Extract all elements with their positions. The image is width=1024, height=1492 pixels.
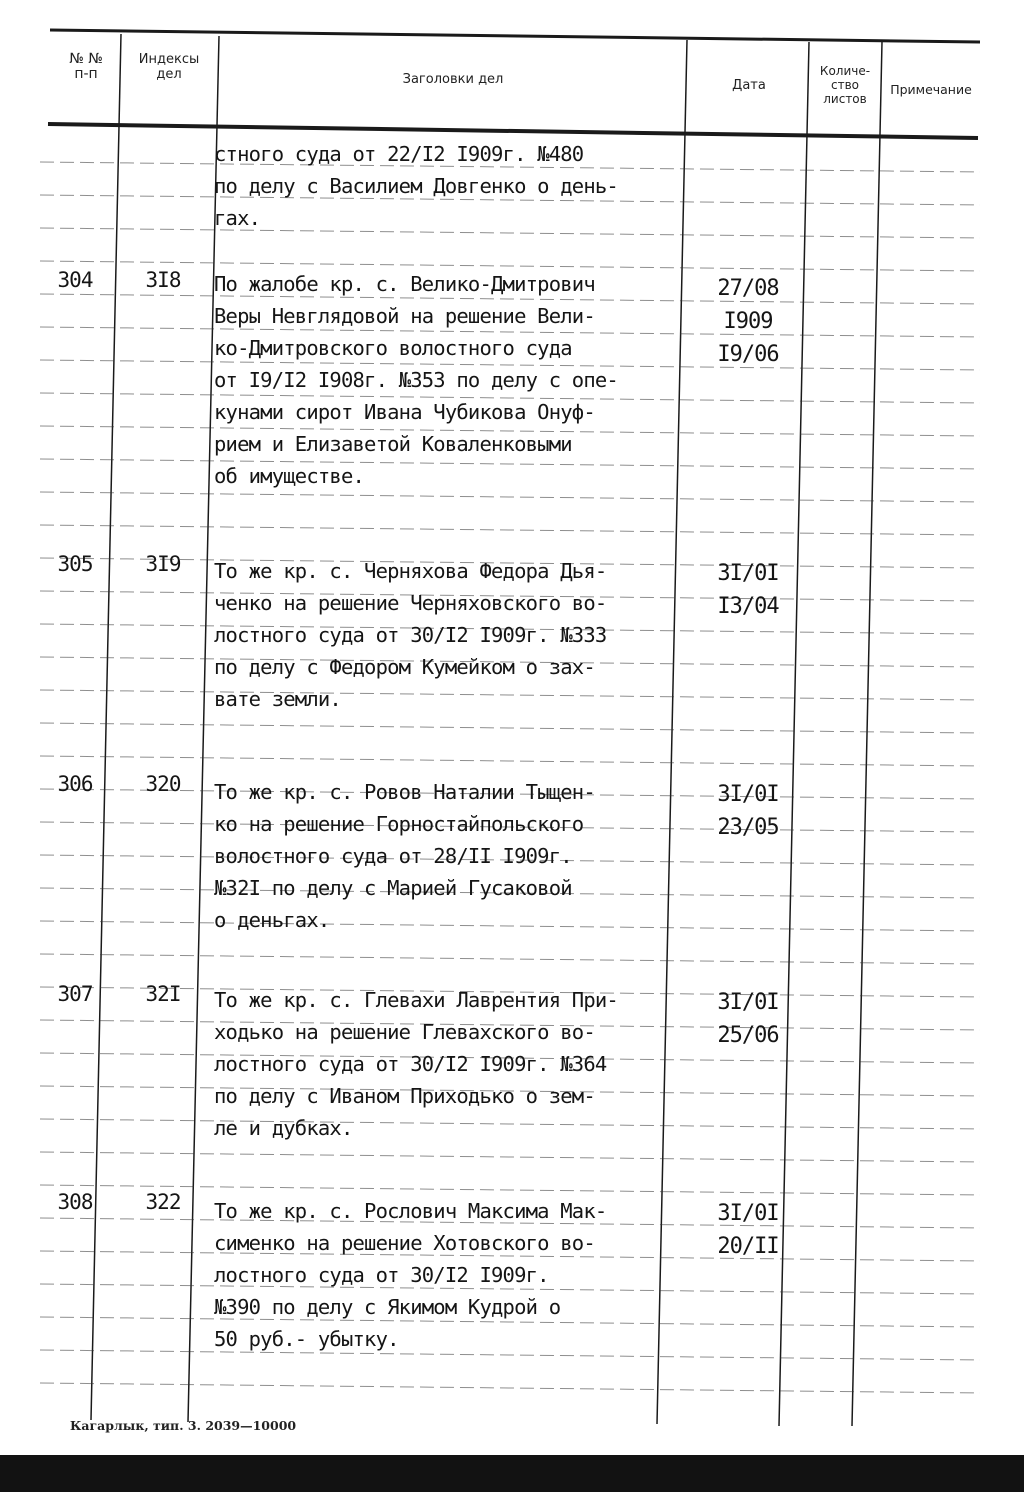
header-note: Примечание bbox=[890, 82, 972, 97]
entry-index: 3I9 bbox=[145, 552, 181, 576]
header-number: № № п-п bbox=[69, 51, 103, 82]
title-line: лостного суда от 30/I2 I909г. bbox=[214, 1263, 549, 1287]
title-line: об имуществе. bbox=[214, 464, 365, 488]
date-line: 27/08 bbox=[717, 276, 779, 301]
date-line: I3/04 bbox=[717, 594, 779, 619]
title-line: по делу с Василием Довгенко о день- bbox=[214, 174, 618, 198]
entry-index: 32I bbox=[145, 982, 181, 1006]
date-line: 3I/0I bbox=[717, 782, 779, 807]
date-line: 3I/0I bbox=[717, 990, 779, 1015]
entry-title bbox=[214, 555, 692, 715]
title-line: То же кр. с. Ровов Наталии Тыщен- bbox=[214, 780, 595, 804]
scan-dark-edge bbox=[0, 1455, 1024, 1492]
entry-index: 3I8 bbox=[145, 268, 181, 292]
entry-dates bbox=[688, 986, 808, 1052]
title-line: стного суда от 22/I2 I909г. №480 bbox=[214, 142, 584, 166]
title-line: лостного суда от 30/I2 I909г. №333 bbox=[214, 623, 607, 647]
title-line: ходько на решение Глевахского во- bbox=[214, 1020, 595, 1044]
title-line: 50 руб.- убытку. bbox=[214, 1327, 399, 1351]
entry-dates bbox=[688, 778, 808, 844]
date-line: I909 bbox=[723, 309, 773, 334]
header-title: Заголовки дел bbox=[402, 72, 504, 87]
title-line: ченко на решение Черняховского во- bbox=[214, 591, 607, 615]
title-line: ле и дубках. bbox=[214, 1116, 353, 1140]
entry-index: 320 bbox=[145, 772, 181, 796]
date-line: I9/06 bbox=[717, 342, 779, 367]
date-line: 3I/0I bbox=[717, 561, 779, 586]
title-line: по делу с Федором Кумейком о зах- bbox=[214, 655, 595, 679]
date-line: 25/06 bbox=[717, 1023, 779, 1048]
date-line: 3I/0I bbox=[717, 1201, 779, 1226]
title-line: То же кр. с. Глевахи Лаврентия При- bbox=[214, 988, 618, 1012]
title-line: по делу с Иваном Приходько о зем- bbox=[214, 1084, 595, 1108]
header-date: Дата bbox=[732, 78, 766, 93]
title-line: ко-Дмитровского волостного суда bbox=[214, 336, 572, 360]
title-line: волостного суда от 28/II I909г. bbox=[214, 844, 572, 868]
entry-dates bbox=[688, 1197, 808, 1263]
entry-dates bbox=[688, 557, 808, 623]
header-index: Индексы дел bbox=[138, 52, 200, 82]
entry-title bbox=[214, 268, 692, 492]
title-line: лостного суда от 30/I2 I909г. №364 bbox=[214, 1052, 607, 1076]
entry-index: 322 bbox=[145, 1190, 181, 1214]
title-line: По жалобе кр. с. Велико-Дмитрович bbox=[214, 272, 595, 296]
header-sheet-count: Количе- ство листов bbox=[819, 64, 871, 106]
title-line: №390 по делу с Якимом Кудрой о bbox=[214, 1295, 561, 1319]
entry-number: 308 bbox=[57, 1190, 93, 1214]
entry-dates bbox=[688, 272, 808, 371]
entry-number: 305 bbox=[57, 552, 93, 576]
date-line: 23/05 bbox=[717, 815, 779, 840]
date-line: 20/II bbox=[717, 1234, 779, 1259]
title-line: сименко на решение Хотовского во- bbox=[214, 1231, 595, 1255]
title-line: вате земли. bbox=[214, 687, 341, 711]
continuation-title bbox=[214, 138, 692, 234]
entry-number: 307 bbox=[57, 982, 93, 1006]
title-line: гах. bbox=[214, 206, 261, 230]
title-line: о деньгах. bbox=[214, 908, 330, 932]
entry-number: 304 bbox=[57, 268, 93, 292]
title-line: рием и Елизаветой Коваленковыми bbox=[214, 432, 572, 456]
title-line: То же кр. с. Рослович Максима Мак- bbox=[214, 1199, 607, 1223]
entry-title bbox=[214, 984, 692, 1144]
title-line: от I9/I2 I908г. №353 по делу с опе- bbox=[214, 368, 618, 392]
entry-number: 306 bbox=[57, 772, 93, 796]
title-line: кунами сирот Ивана Чубикова Онуф- bbox=[214, 400, 595, 424]
title-line: ко на решение Горностайпольского bbox=[214, 812, 584, 836]
title-line: То же кр. с. Черняхова Федора Дья- bbox=[214, 559, 607, 583]
entry-title bbox=[214, 1195, 692, 1355]
title-line: Веры Невглядовой на решение Вели- bbox=[214, 304, 595, 328]
title-line: №32I по делу с Марией Гусаковой bbox=[214, 876, 572, 900]
entry-title bbox=[214, 776, 692, 936]
printer-imprint: Кагарлык, тип. 3. 2039—10000 bbox=[70, 1418, 297, 1433]
